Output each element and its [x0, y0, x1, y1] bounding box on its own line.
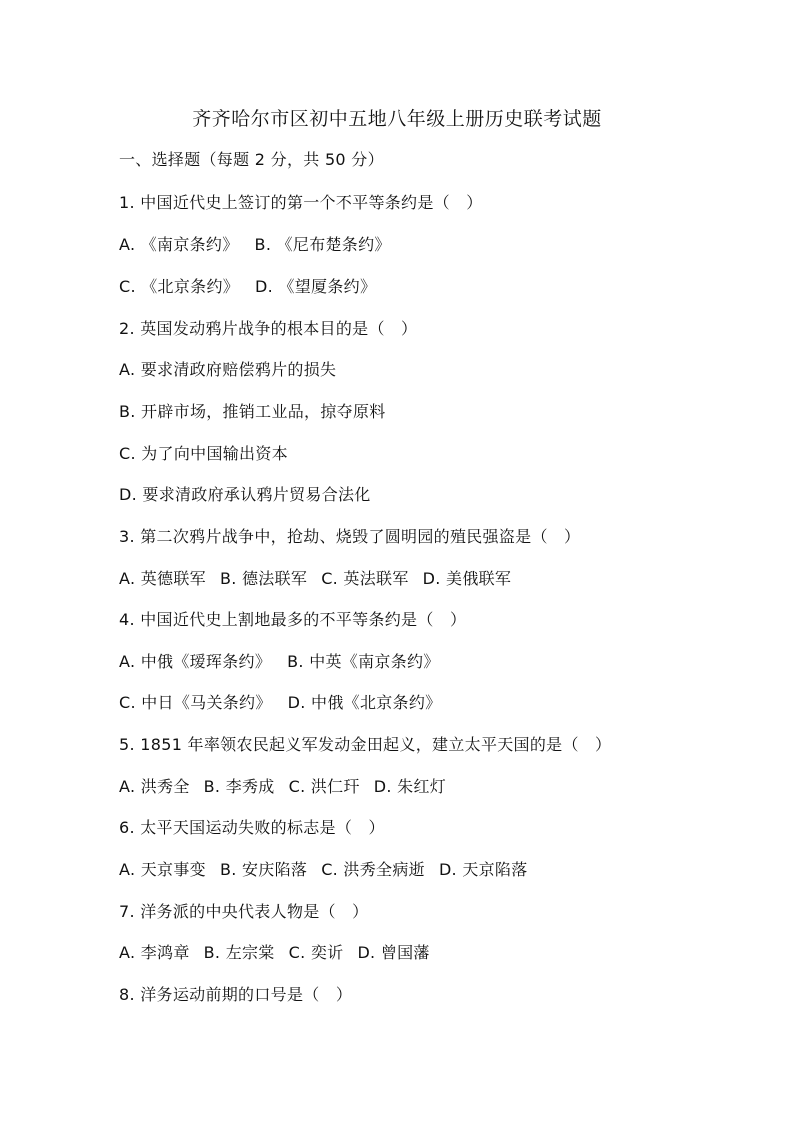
option-a: A. 天京事变 — [119, 860, 206, 879]
option-a: A. 《南京条约》 — [119, 235, 239, 254]
option-b: B. 安庆陷落 — [219, 860, 308, 879]
option-b: B. 李秀成 — [203, 777, 275, 796]
question-6: 6. 太平天国运动失败的标志是（ ） — [119, 818, 385, 837]
option-b: B. 中英《南京条约》 — [287, 652, 440, 671]
option-a: A. 要求清政府赔偿鸦片的损失 — [119, 360, 337, 379]
option-d: D. 朱红灯 — [373, 777, 447, 796]
question-1: 1. 中国近代史上签订的第一个不平等条约是（ ） — [119, 193, 483, 212]
option-d: D. 美俄联军 — [422, 569, 512, 588]
option-a: A. 李鸿章 — [119, 943, 190, 962]
option-a: A. 英德联军 — [119, 569, 206, 588]
section-heading: 一、选择题（每题 2 分，共 50 分） — [119, 150, 384, 169]
question-2: 2. 英国发动鸦片战争的根本目的是（ ） — [119, 319, 418, 338]
option-d: D. 曾国藩 — [357, 943, 430, 962]
question-5: 5. 1851 年率领农民起义军发动金田起义，建立太平天国的是（ ） — [119, 735, 612, 754]
option-a: A. 洪秀全 — [119, 777, 190, 796]
option-d: D. 要求清政府承认鸦片贸易合法化 — [119, 485, 371, 504]
question-4-options-row-1 — [119, 649, 440, 672]
option-b: B. 《尼布楚条约》 — [254, 235, 391, 254]
option-c: C. 英法联军 — [321, 569, 409, 588]
page-title: 齐齐哈尔市区初中五地八年级上册历史联考试题 — [192, 108, 602, 130]
question-3-options — [119, 566, 511, 589]
option-b: B. 左宗棠 — [203, 943, 275, 962]
question-1-options-row-1 — [119, 232, 391, 255]
option-b: B. 德法联军 — [219, 569, 308, 588]
option-b: B. 开辟市场，推销工业品，掠夺原料 — [119, 402, 386, 421]
option-c: C. 奕䜣 — [288, 943, 344, 962]
option-c: C. 洪仁玕 — [288, 777, 360, 796]
question-7-options — [119, 940, 430, 963]
option-c: C. 洪秀全病逝 — [321, 860, 425, 879]
question-3: 3. 第二次鸦片战争中，抢劫、烧毁了圆明园的殖民强盗是（ ） — [119, 527, 581, 546]
option-d: D. 中俄《北京条约》 — [287, 693, 442, 712]
option-d: D. 《望厦条约》 — [255, 277, 377, 296]
question-5-options — [119, 774, 446, 797]
question-7: 7. 洋务派的中央代表人物是（ ） — [119, 902, 369, 921]
option-c: C. 为了向中国输出资本 — [119, 444, 288, 463]
question-8: 8. 洋务运动前期的口号是（ ） — [119, 985, 353, 1004]
option-a: A. 中俄《瑷珲条约》 — [119, 652, 272, 671]
option-c: C. 《北京条约》 — [119, 277, 240, 296]
option-d: D. 天京陷落 — [438, 860, 528, 879]
question-6-options — [119, 857, 528, 880]
question-4: 4. 中国近代史上割地最多的不平等条约是（ ） — [119, 610, 467, 629]
question-1-options-row-2 — [119, 274, 376, 297]
option-c: C. 中日《马关条约》 — [119, 693, 272, 712]
question-4-options-row-2 — [119, 690, 441, 713]
